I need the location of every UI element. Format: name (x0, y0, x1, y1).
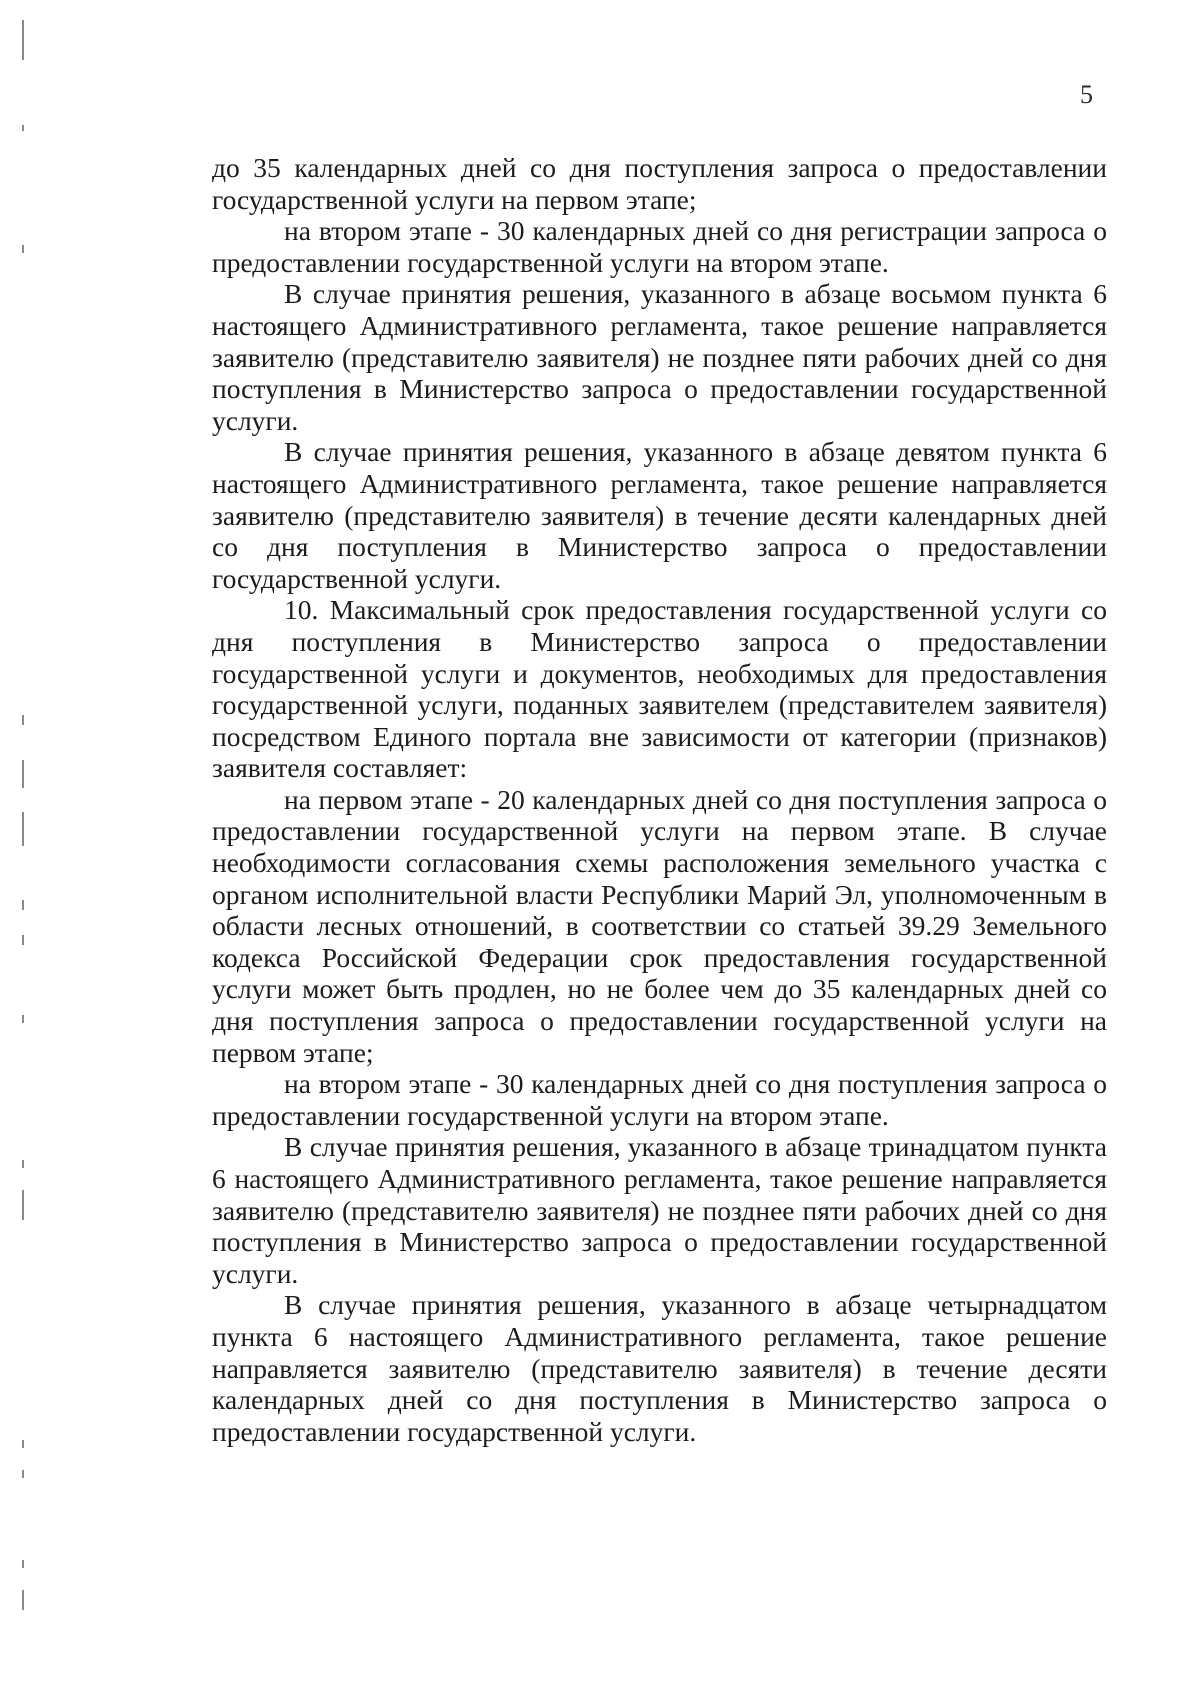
scan-artifact-line (22, 245, 24, 253)
paragraph: на втором этапе - 30 календарных дней со дня поступления запроса о предоставлении государственной услуги на втором этапе. (212, 1068, 1107, 1131)
scan-artifact-line (22, 1560, 24, 1568)
page-number: 5 (1080, 80, 1093, 109)
paragraph: до 35 календарных дней со дня поступления запроса о предоставлении государственной услуги на первом этапе; (212, 152, 1107, 215)
scan-artifact-line (22, 1190, 24, 1220)
paragraph: В случае принятия решения, указанного в абзаце девятом пункта 6 настоящего Административного регламента, такое решение направляется заявителю (представителю заявителя) в течение десяти календарных дней со дня поступления в Министерство запроса о предоставлении государственной услуги. (212, 436, 1107, 594)
scan-artifact-line (22, 1440, 24, 1448)
paragraph: В случае принятия решения, указанного в абзаце тринадцатом пункта 6 настоящего Административного регламента, такое решение направляется заявителю (представителю заявителя) не позднее пяти рабочих дней со дня поступления в Министерство запроса о предоставлении государственной услуги. (212, 1131, 1107, 1289)
scan-artifact-line (22, 935, 24, 945)
scan-artifact-line (22, 812, 24, 846)
scan-artifact-line (22, 1590, 24, 1610)
scan-artifact-line (22, 1015, 24, 1023)
scan-artifact-line (22, 715, 24, 725)
scan-edge-marks (0, 0, 40, 1697)
scan-artifact-line (22, 125, 24, 131)
scan-artifact-line (22, 760, 24, 788)
paragraph: В случае принятия решения, указанного в абзаце восьмом пункта 6 настоящего Административного регламента, такое решение направляется заявителю (представителю заявителя) не позднее пяти рабочих дней со дня поступления в Министерство запроса о предоставлении государственной услуги. (212, 278, 1107, 436)
paragraph: на первом этапе - 20 календарных дней со дня поступления запроса о предоставлении государственной услуги на первом этапе. В случае необходимости согласования схемы расположения земельного участка с органом исполнительной власти Республики Марий Эл, уполномоченным в области лесных отношений, в соответствии со статьей 39.29 Земельного кодекса Российской Федерации срок предоставления государственной услуги может быть продлен, но не более чем до 35 календарных дней со дня поступления запроса о предоставлении государственной услуги на первом этапе; (212, 783, 1107, 1068)
paragraph: 10. Максимальный срок предоставления государственной услуги со дня поступления в Министерство запроса о предоставлении государственной услуги и документов, необходимых для предоставления государственной услуги, поданных заявителем (представителем заявителя) посредством Единого портала вне зависимости от категории (признаков) заявителя составляет: (212, 594, 1107, 784)
document-body (212, 152, 1107, 1447)
paragraph: на втором этапе - 30 календарных дней со дня регистрации запроса о предоставлении государственной услуги на втором этапе. (212, 215, 1107, 278)
scan-artifact-line (22, 20, 24, 60)
scan-artifact-line (22, 1470, 24, 1478)
scan-artifact-line (22, 1160, 24, 1168)
scan-artifact-line (22, 900, 24, 910)
paragraph: В случае принятия решения, указанного в абзаце четырнадцатом пункта 6 настоящего Административного регламента, такое решение направляется заявителю (представителю заявителя) в течение десяти календарных дней со дня поступления в Министерство запроса о предоставлении государственной услуги. (212, 1289, 1107, 1447)
